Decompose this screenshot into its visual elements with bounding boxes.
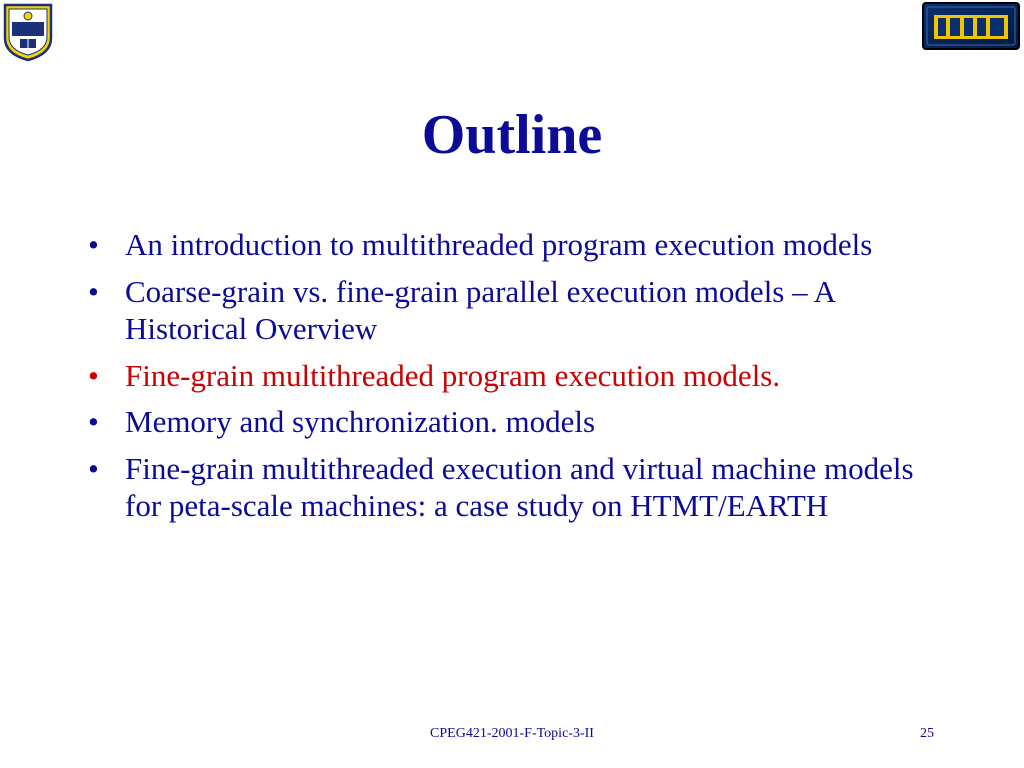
bullet-marker: • xyxy=(88,404,99,439)
bullet-text: Coarse-grain vs. fine-grain parallel execution models – A Historical Overview xyxy=(125,273,835,346)
bullet-list xyxy=(88,226,948,534)
bullet-text: Fine-grain multithreaded program execution models. xyxy=(125,357,781,393)
ud-shield-icon xyxy=(2,2,54,62)
slide-title: Outline xyxy=(421,104,603,166)
bullet-item xyxy=(88,273,948,348)
university-of-delaware-logo xyxy=(2,2,54,62)
footer-page-number: 25 xyxy=(920,726,934,741)
bullet-marker: • xyxy=(88,227,99,262)
bullet-item xyxy=(88,403,948,441)
bullet-marker: • xyxy=(88,450,99,486)
capsl-logo-icon xyxy=(922,2,1020,50)
bullet-text: Fine-grain multithreaded execution and virtual machine models for peta-scale machines: a case study on HTMT/EARTH xyxy=(125,450,914,523)
bullet-item xyxy=(88,357,948,395)
bullet-marker: • xyxy=(88,273,99,309)
bullet-text: Memory and synchronization. models xyxy=(125,404,596,439)
bullet-marker: • xyxy=(88,357,99,393)
bullet-text: An introduction to multithreaded program execution models xyxy=(125,227,873,262)
capsl-logo xyxy=(922,2,1020,50)
bullet-item xyxy=(88,226,948,264)
bullet-item xyxy=(88,450,948,525)
footer-course-code: CPEG421-2001-F-Topic-3-II xyxy=(430,726,594,741)
